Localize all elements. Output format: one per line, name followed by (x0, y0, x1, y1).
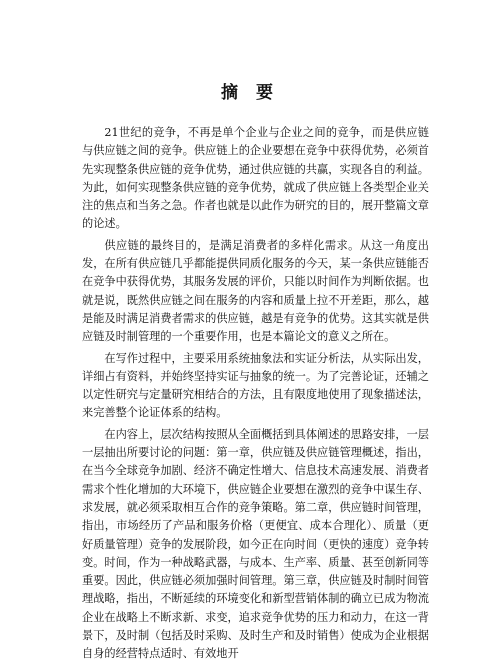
paragraph-2: 供应链的最终目的，是满足消费者的多样化需求。从这一角度出发，在所有供应链几乎都能提供同质化服务的今天，某一条供应链能否在竞争中获得优势，其服务发展的评价，只能以时间作为判断依据。也就是说，既然供应链之间在服务的内容和质量上拉不开差距，那么，越是能及时满足消费者需求的供应链，越是有竞争的优势。这其实就是供应链及时制管理的一个重要作用，也是本篇论文的意义之所在。 (82, 238, 429, 344)
abstract-body (82, 124, 429, 667)
abstract-title: 摘 要 (221, 83, 279, 103)
paragraph-1: 21世纪的竞争，不再是单个企业与企业之间的竞争，而是供应链与供应链之间的竞争。供应链上的企业要想在竞争中获得优势，必须首先实现整条供应链的竞争优势，通过供应链的共赢，实现各自的利益。为此，如何实现整条供应链的竞争优势，就成了供应链上各类型企业关注的焦点和当务之急。作者也就是以此作为研究的目的，展开整篇文章的论述。 (82, 126, 429, 231)
paragraph-3: 在写作过程中，主要采用系统抽象法和实证分析法，从实际出发，详细占有资料，并始终坚持实证与抽象的统一。为了完善论证，还辅之以定性研究与定量研究相结合的方法，且有限度地使用了现象描述法，来完善整个论证体系的结构。 (82, 351, 429, 420)
paragraph-4: 在内容上，层次结构按照从全面概括到具体阐述的思路安排，一层一层抽出所要讨论的问题：第一章，供应链及供应链管理概述，指出，在当今全球竞争加剧、经济不确定性增大、信息技术高速发展、消费者需求个性化增加的大环境下，供应链企业要想在激烈的竞争中谋生存、求发展，就必须采取相互合作的竞争策略。第二章，供应链时间管理，指出，市场经历了产品和服务价格（更便宜、成本合理化）、质量（更好质量管理）竞争的发展阶段，如今正在向时间（更快的速度）竞争转变。时间，作为一种战略武器，与成本、生产率、质量、甚至创新同等重要。因此，供应链必须加强时间管理。第三章，供应链及时制时间管理战略，指出，不断延续的环境变化和新型营销体制的确立已成为物流企业在战略上不断求新、求变，追求竞争优势的压力和动力，在这一背景下，及时制（包括及时采购、及时生产和及时销售）使成为企业根据自身的经营特点适时、有效地开 (82, 427, 429, 661)
